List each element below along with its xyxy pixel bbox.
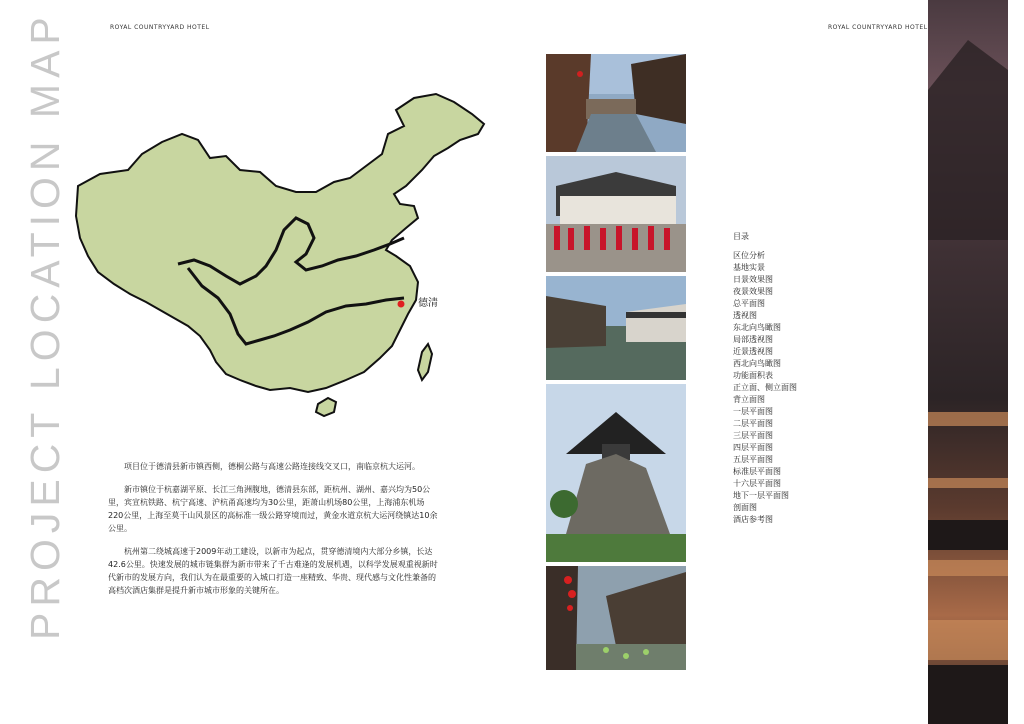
taiwan-island-shape xyxy=(418,344,432,380)
toc-item[interactable]: 功能面积表 xyxy=(733,371,773,380)
pavilion-rockery-photo xyxy=(546,384,686,562)
canal-town-photo xyxy=(546,54,686,152)
festival-dance-photo xyxy=(546,156,686,272)
toc-item[interactable]: 近景透视图 xyxy=(733,347,773,356)
toc-item[interactable]: 夜景效果图 xyxy=(733,287,773,296)
toc-item[interactable]: 局部透视图 xyxy=(733,335,773,344)
toc-item[interactable]: 西北向鸟瞰图 xyxy=(733,359,781,368)
toc-item[interactable]: 酒店参考图 xyxy=(733,515,773,524)
toc-item[interactable]: 区位分析 xyxy=(733,251,765,260)
deqing-location-label: 德清 xyxy=(418,298,438,309)
toc-item[interactable]: 地下一层平面图 xyxy=(733,491,789,500)
toc-item[interactable]: 十六层平面图 xyxy=(733,479,781,488)
toc-item[interactable]: 总平面图 xyxy=(733,299,765,308)
toc-item[interactable]: 东北向鸟瞰图 xyxy=(733,323,781,332)
lantern-canal-photo xyxy=(546,566,686,670)
landscape-sunset-strip xyxy=(928,0,1008,724)
table-of-contents xyxy=(733,231,797,526)
project-description xyxy=(108,460,438,607)
river-village-photo xyxy=(546,276,686,380)
description-paragraph-1: 项目位于德清县新市镇西侧，德桐公路与高速公路连接线交叉口，南临京杭大运河。 xyxy=(124,462,420,471)
toc-item[interactable]: 四层平面图 xyxy=(733,443,773,452)
toc-item[interactable]: 五层平面图 xyxy=(733,455,773,464)
toc-item[interactable]: 标准层平面图 xyxy=(733,467,781,476)
toc-list xyxy=(733,250,797,526)
toc-title: 目录 xyxy=(733,232,749,241)
description-paragraph-3: 杭州第二绕城高速于2009年动工建设，以新市为起点，贯穿德清境内大部分乡镇，长达42.6公里。快速发展的城市链集群为新市带来了千古难逢的发展机遇，以科学发展观重视新时代新市的发展方向，我们认为在最重要的入城口打造一座精致、华贵、现代感与文化性兼备的高档次酒店集群是提升新市城市形象的关键所在。 xyxy=(108,547,438,595)
description-paragraph-2: 新市镇位于杭嘉湖平原、长江三角洲腹地，德清县东部，距杭州、湖州、嘉兴均为50公里，宾宣杭铁路、杭宁高速、沪杭甬高速均为30公里，距萧山机场80公里，上海浦东机场220公里，上海至莫干山风景区的高标准一级公路穿境而过，黄金水道京杭大运河绕镇达10余公里。 xyxy=(108,485,438,533)
toc-item[interactable]: 背立面图 xyxy=(733,395,765,404)
toc-item[interactable]: 剖面图 xyxy=(733,503,757,512)
toc-item[interactable]: 正立面、侧立面图 xyxy=(733,383,797,392)
header-right-title: ROYAL COUNTRYYARD HOTEL xyxy=(828,24,928,31)
china-map xyxy=(70,90,490,420)
deqing-location-marker xyxy=(398,301,405,308)
toc-item[interactable]: 日景效果图 xyxy=(733,275,773,284)
toc-item[interactable]: 基地实景 xyxy=(733,263,765,272)
side-vertical-title: PROJECT LOCATION MAP xyxy=(22,11,68,640)
toc-item[interactable]: 透视图 xyxy=(733,311,757,320)
toc-item[interactable]: 三层平面图 xyxy=(733,431,773,440)
header-left-title: ROYAL COUNTRYYARD HOTEL xyxy=(110,24,210,31)
hainan-island-shape xyxy=(316,398,336,416)
toc-item[interactable]: 一层平面图 xyxy=(733,407,773,416)
toc-item[interactable]: 二层平面图 xyxy=(733,419,773,428)
